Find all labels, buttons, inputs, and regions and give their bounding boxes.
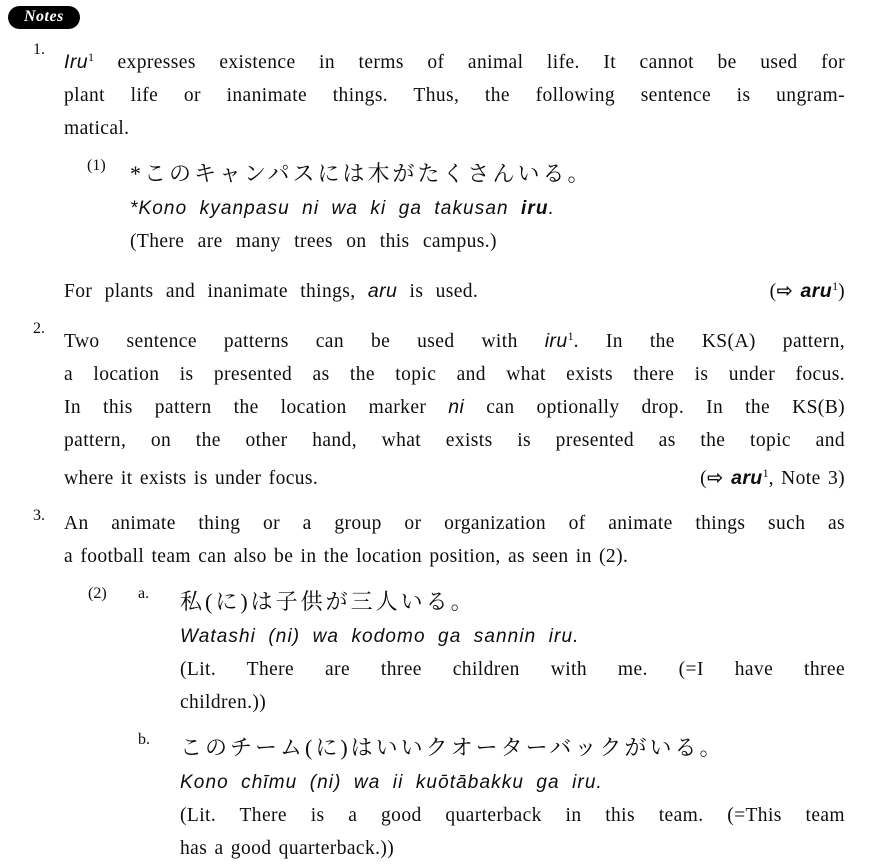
arrow-segment: ⇨ [776,279,794,302]
romaji-sentence [130,192,845,225]
rom-segment: Watashi (ni) wa kodomo ga sannin iru. [180,626,580,647]
text-line [64,320,845,358]
text-segment: expresses existence in terms of animal life. It cannot be used for [93,52,845,73]
em-segment: ni [448,396,465,418]
example-letter: a. [138,585,150,602]
text-line [64,275,478,308]
example-body [130,157,845,258]
text-line [64,540,845,573]
text-segment: An animate thing or a group or organization of animate things such as [64,513,845,534]
sup-segment: 1 [567,329,574,343]
example-letter: b. [138,731,150,748]
notes-badge: Notes [8,6,80,29]
example-block [88,585,845,719]
cross-reference [700,457,845,495]
text-segment: In this pattern the location marker [64,397,449,418]
text-line [64,112,845,145]
text-line [64,424,845,457]
text-segment: children.)) [180,692,267,713]
note-number: 3. [33,507,45,524]
example-number: (2) [88,585,107,602]
text-segment: matical. [64,118,130,139]
text-line [64,41,845,79]
text-line [64,457,845,495]
text-line [64,507,845,540]
text-line [180,799,845,832]
romaji-sentence [180,620,845,653]
sup-segment: 1 [87,50,94,64]
romb-segment: iru [521,198,549,219]
text-segment: where it exists is under focus. [64,468,319,489]
note-item [33,507,845,573]
text-segment: can optionally drop. In the KS(B) [464,397,846,418]
jp-segment: *このキャンパスには木がたくさんいる。 [130,161,593,186]
romaji-sentence [180,766,845,799]
japanese-sentence [130,157,845,192]
text-line [130,225,845,258]
jp-segment: 私(に)は子供が三人いる。 [180,589,476,614]
example-block [87,157,845,258]
text-segment: a football team can also be in the location position, as seen in (2). [64,546,629,567]
sup-segment: 1 [832,279,839,293]
ref-segment: aru [800,280,833,302]
badge-row [8,6,845,29]
text-segment: (Lit. There is a good quarterback in this team. (=This team [180,805,845,826]
text-segment: (There are many trees on this campus.) [130,231,497,252]
text-segment: , Note 3) [768,468,845,489]
note-body [64,507,845,573]
text-segment: . In the KS(A) pattern, [573,331,846,352]
note-item [33,41,845,145]
text-segment [793,281,800,302]
arrow-segment: ⇨ [707,466,724,489]
text-segment: has a good quarterback.)) [180,838,395,859]
text-segment: a location is presented as the topic and what exists there is under focus. [64,364,845,385]
text-segment: ) [838,281,845,302]
em-segment: iru [544,330,568,352]
text-line [64,462,318,495]
text-segment: is used. [397,281,479,302]
rom-segment: *Kono kyanpasu ni wa ki ga takusan [130,198,522,219]
note-body [64,320,845,495]
text-segment: (Lit. There are three children with me. (=I have three [180,659,845,680]
notes-content [33,41,845,865]
text-segment [724,468,731,489]
text-line [64,270,845,308]
japanese-sentence [180,585,845,620]
text-segment: ( [769,281,777,302]
example-block [88,731,845,865]
note-number: 2. [33,320,45,337]
example-body [180,731,845,865]
example-number [88,731,138,865]
note-paragraph [64,270,845,308]
text-segment: For plants and inanimate things, [64,281,368,302]
cross-reference [770,270,845,308]
sup-segment: 1 [762,466,769,480]
ref-segment: aru [731,467,763,489]
text-segment: Two sentence patterns can be used with [64,331,545,352]
note-item [33,320,845,495]
text-line [180,832,845,865]
rom-segment: Kono chīmu (ni) wa ii kuōtābakku ga iru. [180,772,603,793]
note-number: 1. [33,41,45,58]
text-line [180,686,845,719]
example-body [180,585,845,719]
text-line [64,391,845,424]
text-line [180,653,845,686]
text-line [64,79,845,112]
jp-segment: このチーム(に)はいいクオーターバックがいる。 [180,735,725,760]
em-segment: aru [367,280,398,302]
em-segment: Iru [64,51,88,73]
example-number: (1) [87,157,106,174]
note-body [64,41,845,145]
text-line [64,358,845,391]
japanese-sentence [180,731,845,766]
text-segment: ( [700,468,708,489]
text-segment: plant life or inanimate things. Thus, the following sentence is ungram- [64,85,845,106]
text-segment: pattern, on the other hand, what exists is presented as the topic and [64,430,845,451]
rom-segment: . [548,198,556,219]
